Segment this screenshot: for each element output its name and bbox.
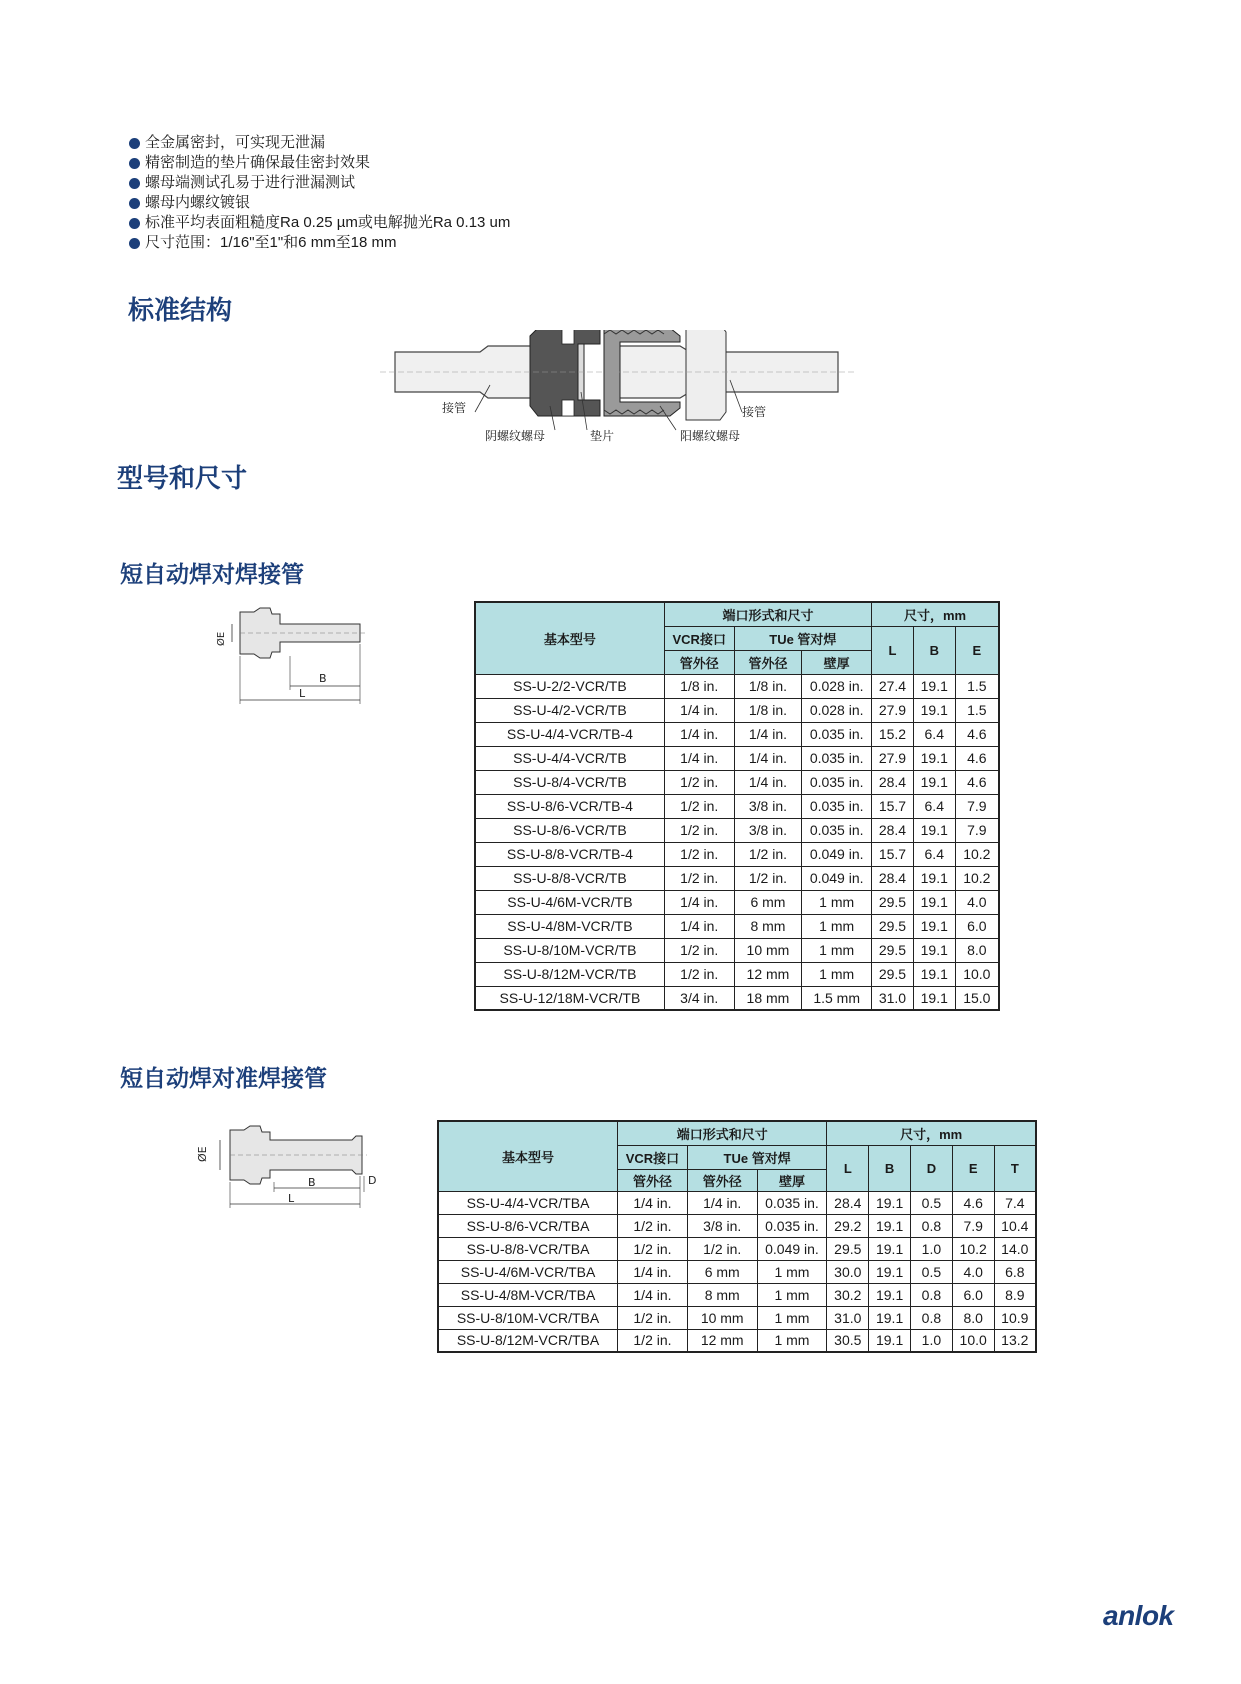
value-cell: 30.5 bbox=[827, 1329, 869, 1352]
value-cell: 1/4 in. bbox=[734, 722, 802, 746]
value-cell: 6.0 bbox=[952, 1283, 994, 1306]
value-cell: 19.1 bbox=[913, 818, 955, 842]
value-cell: 6.0 bbox=[955, 914, 999, 938]
header-e-2: E bbox=[952, 1145, 994, 1191]
value-cell: 1/4 in. bbox=[687, 1191, 757, 1214]
header-od-tube: 管外径 bbox=[734, 650, 802, 674]
value-cell: 1 mm bbox=[757, 1260, 827, 1283]
header-t-2: T bbox=[994, 1145, 1036, 1191]
header-tube-weld-2: TUe 管对焊 bbox=[687, 1145, 827, 1169]
value-cell: 4.6 bbox=[952, 1191, 994, 1214]
value-cell: 19.1 bbox=[913, 770, 955, 794]
value-cell: 0.8 bbox=[911, 1283, 953, 1306]
table-row bbox=[475, 746, 999, 770]
value-cell: 19.1 bbox=[913, 674, 955, 698]
value-cell: 19.1 bbox=[913, 962, 955, 986]
value-cell: 19.1 bbox=[869, 1306, 911, 1329]
value-cell: 1/2 in. bbox=[664, 842, 734, 866]
value-cell: 1/4 in. bbox=[618, 1260, 688, 1283]
value-cell: 0.035 in. bbox=[802, 794, 872, 818]
value-cell: 29.5 bbox=[872, 890, 914, 914]
label-l: L bbox=[299, 687, 306, 700]
value-cell: 10.0 bbox=[952, 1329, 994, 1352]
value-cell: 19.1 bbox=[869, 1260, 911, 1283]
value-cell: 7.4 bbox=[994, 1191, 1036, 1214]
value-cell: 1/4 in. bbox=[734, 746, 802, 770]
value-cell: 1 mm bbox=[757, 1283, 827, 1306]
value-cell: 1.5 bbox=[955, 698, 999, 722]
label-tube-right: 接管 bbox=[742, 405, 767, 419]
value-cell: 10.4 bbox=[994, 1214, 1036, 1237]
value-cell: 8.0 bbox=[952, 1306, 994, 1329]
header-l: L bbox=[872, 626, 914, 674]
value-cell: 14.0 bbox=[994, 1237, 1036, 1260]
value-cell: 29.5 bbox=[872, 914, 914, 938]
model-cell: SS-U-4/4-VCR/TB bbox=[475, 746, 664, 770]
value-cell: 4.6 bbox=[955, 770, 999, 794]
value-cell: 1/2 in. bbox=[618, 1214, 688, 1237]
value-cell: 1/2 in. bbox=[664, 794, 734, 818]
header-od-tube-2: 管外径 bbox=[687, 1169, 757, 1191]
value-cell: 1/2 in. bbox=[618, 1306, 688, 1329]
value-cell: 3/8 in. bbox=[734, 794, 802, 818]
value-cell: 27.9 bbox=[872, 746, 914, 770]
value-cell: 0.8 bbox=[911, 1306, 953, 1329]
header-b-2: B bbox=[869, 1145, 911, 1191]
table-tb bbox=[474, 601, 1000, 1011]
model-cell: SS-U-4/2-VCR/TB bbox=[475, 698, 664, 722]
value-cell: 4.6 bbox=[955, 746, 999, 770]
header-od-vcr: 管外径 bbox=[664, 650, 734, 674]
model-cell: SS-U-4/8M-VCR/TBA bbox=[438, 1283, 618, 1306]
table2-title: 短自动焊对准焊接管 bbox=[120, 1066, 327, 1092]
value-cell: 1/8 in. bbox=[734, 698, 802, 722]
value-cell: 0.5 bbox=[911, 1191, 953, 1214]
value-cell: 0.5 bbox=[911, 1260, 953, 1283]
value-cell: 1/4 in. bbox=[618, 1191, 688, 1214]
section-title-structure: 标准结构 bbox=[128, 296, 233, 326]
header-vcr-2: VCR接口 bbox=[618, 1145, 688, 1169]
value-cell: 10 mm bbox=[687, 1306, 757, 1329]
value-cell: 1 mm bbox=[802, 962, 872, 986]
value-cell: 3/8 in. bbox=[734, 818, 802, 842]
value-cell: 19.1 bbox=[869, 1283, 911, 1306]
label-b: B bbox=[319, 672, 327, 685]
label-tube-left: 接管 bbox=[442, 401, 467, 415]
value-cell: 1/2 in. bbox=[664, 962, 734, 986]
feature-item: 螺母端测试孔易于进行泄漏测试 bbox=[128, 173, 510, 193]
brand-logo: anlok bbox=[1103, 1600, 1174, 1631]
value-cell: 19.1 bbox=[869, 1191, 911, 1214]
value-cell: 7.9 bbox=[955, 818, 999, 842]
table-row bbox=[475, 794, 999, 818]
model-cell: SS-U-4/8M-VCR/TB bbox=[475, 914, 664, 938]
table-row bbox=[475, 698, 999, 722]
model-cell: SS-U-8/12M-VCR/TBA bbox=[438, 1329, 618, 1352]
value-cell: 13.2 bbox=[994, 1329, 1036, 1352]
value-cell: 28.4 bbox=[872, 866, 914, 890]
model-cell: SS-U-8/10M-VCR/TB bbox=[475, 938, 664, 962]
value-cell: 19.1 bbox=[869, 1214, 911, 1237]
table-row bbox=[475, 914, 999, 938]
part-drawing-tb bbox=[210, 600, 370, 710]
table-row bbox=[475, 770, 999, 794]
value-cell: 1/2 in. bbox=[664, 818, 734, 842]
header-d-2: D bbox=[911, 1145, 953, 1191]
value-cell: 1/2 in. bbox=[618, 1237, 688, 1260]
table-row bbox=[475, 986, 999, 1010]
value-cell: 1/2 in. bbox=[618, 1329, 688, 1352]
feature-item: 标准平均表面粗糙度Ra 0.25 µm或电解抛光Ra 0.13 um bbox=[128, 213, 510, 233]
value-cell: 28.4 bbox=[872, 818, 914, 842]
feature-item: 精密制造的垫片确保最佳密封效果 bbox=[128, 153, 510, 173]
model-cell: SS-U-8/6-VCR/TB-4 bbox=[475, 794, 664, 818]
table-row bbox=[475, 890, 999, 914]
value-cell: 1/2 in. bbox=[664, 938, 734, 962]
value-cell: 15.7 bbox=[872, 842, 914, 866]
value-cell: 29.5 bbox=[872, 962, 914, 986]
value-cell: 12 mm bbox=[734, 962, 802, 986]
value-cell: 1/4 in. bbox=[664, 698, 734, 722]
value-cell: 10.2 bbox=[955, 866, 999, 890]
value-cell: 1 mm bbox=[802, 938, 872, 962]
value-cell: 0.049 in. bbox=[757, 1237, 827, 1260]
section-title-models: 型号和尺寸 bbox=[117, 464, 248, 494]
value-cell: 1 mm bbox=[757, 1306, 827, 1329]
value-cell: 0.049 in. bbox=[802, 866, 872, 890]
value-cell: 19.1 bbox=[913, 698, 955, 722]
value-cell: 28.4 bbox=[827, 1191, 869, 1214]
value-cell: 29.2 bbox=[827, 1214, 869, 1237]
model-cell: SS-U-8/4-VCR/TB bbox=[475, 770, 664, 794]
value-cell: 6.4 bbox=[913, 842, 955, 866]
value-cell: 0.049 in. bbox=[802, 842, 872, 866]
value-cell: 19.1 bbox=[913, 938, 955, 962]
feature-item: 全金属密封，可实现无泄漏 bbox=[128, 133, 510, 153]
value-cell: 4.6 bbox=[955, 722, 999, 746]
value-cell: 1 mm bbox=[802, 890, 872, 914]
value-cell: 8.9 bbox=[994, 1283, 1036, 1306]
model-cell: SS-U-8/8-VCR/TBA bbox=[438, 1237, 618, 1260]
table-row bbox=[475, 842, 999, 866]
header-wall-2: 壁厚 bbox=[757, 1169, 827, 1191]
value-cell: 0.035 in. bbox=[802, 746, 872, 770]
table-row bbox=[475, 962, 999, 986]
label-dia-e-2: ØE bbox=[196, 1146, 209, 1162]
header-dimensions-2: 尺寸，mm bbox=[827, 1121, 1036, 1145]
label-l-2: L bbox=[288, 1192, 295, 1205]
model-cell: SS-U-8/8-VCR/TB-4 bbox=[475, 842, 664, 866]
label-male-nut: 阳螺纹螺母 bbox=[680, 429, 741, 443]
value-cell: 19.1 bbox=[913, 866, 955, 890]
value-cell: 19.1 bbox=[869, 1237, 911, 1260]
header-e: E bbox=[955, 626, 999, 674]
value-cell: 0.028 in. bbox=[802, 698, 872, 722]
value-cell: 6.4 bbox=[913, 722, 955, 746]
value-cell: 1/2 in. bbox=[687, 1237, 757, 1260]
model-cell: SS-U-8/12M-VCR/TB bbox=[475, 962, 664, 986]
feature-item: 螺母内螺纹镀银 bbox=[128, 193, 510, 213]
label-dia-e: ØE bbox=[216, 631, 227, 646]
value-cell: 1.5 mm bbox=[802, 986, 872, 1010]
value-cell: 4.0 bbox=[952, 1260, 994, 1283]
value-cell: 10.0 bbox=[955, 962, 999, 986]
value-cell: 1/2 in. bbox=[734, 866, 802, 890]
header-port-form: 端口形式和尺寸 bbox=[664, 602, 871, 626]
label-b-2: B bbox=[308, 1176, 316, 1189]
value-cell: 1/4 in. bbox=[734, 770, 802, 794]
value-cell: 8 mm bbox=[687, 1283, 757, 1306]
header-wall: 壁厚 bbox=[802, 650, 872, 674]
header-dimensions: 尺寸，mm bbox=[872, 602, 999, 626]
value-cell: 19.1 bbox=[913, 746, 955, 770]
label-gasket: 垫片 bbox=[590, 429, 615, 443]
structure-diagram bbox=[380, 330, 860, 480]
value-cell: 0.035 in. bbox=[802, 770, 872, 794]
value-cell: 1/2 in. bbox=[664, 770, 734, 794]
value-cell: 8 mm bbox=[734, 914, 802, 938]
table-row bbox=[438, 1329, 1036, 1352]
value-cell: 1/2 in. bbox=[664, 866, 734, 890]
feature-list bbox=[128, 133, 510, 253]
value-cell: 27.9 bbox=[872, 698, 914, 722]
header-tube-weld: TUe 管对焊 bbox=[734, 626, 871, 650]
value-cell: 19.1 bbox=[913, 986, 955, 1010]
table-row bbox=[438, 1237, 1036, 1260]
value-cell: 0.035 in. bbox=[757, 1191, 827, 1214]
model-cell: SS-U-4/4-VCR/TB-4 bbox=[475, 722, 664, 746]
model-cell: SS-U-4/6M-VCR/TB bbox=[475, 890, 664, 914]
value-cell: 4.0 bbox=[955, 890, 999, 914]
value-cell: 0.035 in. bbox=[802, 818, 872, 842]
value-cell: 1/2 in. bbox=[734, 842, 802, 866]
table1-title: 短自动焊对焊接管 bbox=[120, 562, 304, 588]
value-cell: 1 mm bbox=[802, 914, 872, 938]
value-cell: 6 mm bbox=[734, 890, 802, 914]
value-cell: 1/4 in. bbox=[664, 746, 734, 770]
value-cell: 10 mm bbox=[734, 938, 802, 962]
model-cell: SS-U-8/10M-VCR/TBA bbox=[438, 1306, 618, 1329]
table-row bbox=[475, 818, 999, 842]
header-port-form-2: 端口形式和尺寸 bbox=[618, 1121, 827, 1145]
header-b: B bbox=[913, 626, 955, 674]
value-cell: 31.0 bbox=[872, 986, 914, 1010]
value-cell: 7.9 bbox=[952, 1214, 994, 1237]
model-cell: SS-U-4/6M-VCR/TBA bbox=[438, 1260, 618, 1283]
value-cell: 31.0 bbox=[827, 1306, 869, 1329]
value-cell: 6 mm bbox=[687, 1260, 757, 1283]
value-cell: 19.1 bbox=[869, 1329, 911, 1352]
value-cell: 29.5 bbox=[872, 938, 914, 962]
value-cell: 1 mm bbox=[757, 1329, 827, 1352]
value-cell: 29.5 bbox=[827, 1237, 869, 1260]
table-row bbox=[475, 674, 999, 698]
header-vcr: VCR接口 bbox=[664, 626, 734, 650]
value-cell: 30.2 bbox=[827, 1283, 869, 1306]
value-cell: 0.035 in. bbox=[757, 1214, 827, 1237]
table-row bbox=[475, 938, 999, 962]
model-cell: SS-U-12/18M-VCR/TB bbox=[475, 986, 664, 1010]
table-row bbox=[475, 722, 999, 746]
label-d-2: D bbox=[368, 1174, 377, 1187]
value-cell: 15.7 bbox=[872, 794, 914, 818]
value-cell: 0.028 in. bbox=[802, 674, 872, 698]
value-cell: 1/8 in. bbox=[664, 674, 734, 698]
value-cell: 1/4 in. bbox=[618, 1283, 688, 1306]
model-cell: SS-U-2/2-VCR/TB bbox=[475, 674, 664, 698]
value-cell: 15.0 bbox=[955, 986, 999, 1010]
value-cell: 1.0 bbox=[911, 1329, 953, 1352]
value-cell: 1/4 in. bbox=[664, 914, 734, 938]
value-cell: 6.4 bbox=[913, 794, 955, 818]
value-cell: 1.0 bbox=[911, 1237, 953, 1260]
part-drawing-tba bbox=[192, 1122, 392, 1212]
table-row bbox=[438, 1306, 1036, 1329]
table-row bbox=[475, 866, 999, 890]
feature-item: 尺寸范围：1/16"至1"和6 mm至18 mm bbox=[128, 233, 510, 253]
value-cell: 15.2 bbox=[872, 722, 914, 746]
value-cell: 3/4 in. bbox=[664, 986, 734, 1010]
header-base-model: 基本型号 bbox=[475, 602, 664, 674]
value-cell: 12 mm bbox=[687, 1329, 757, 1352]
value-cell: 0.035 in. bbox=[802, 722, 872, 746]
value-cell: 0.8 bbox=[911, 1214, 953, 1237]
value-cell: 10.2 bbox=[952, 1237, 994, 1260]
value-cell: 1/4 in. bbox=[664, 722, 734, 746]
label-female-nut: 阴螺纹螺母 bbox=[485, 429, 546, 443]
header-od-vcr-2: 管外径 bbox=[618, 1169, 688, 1191]
value-cell: 1/8 in. bbox=[734, 674, 802, 698]
value-cell: 1/4 in. bbox=[664, 890, 734, 914]
table-row bbox=[438, 1191, 1036, 1214]
model-cell: SS-U-8/6-VCR/TB bbox=[475, 818, 664, 842]
value-cell: 19.1 bbox=[913, 914, 955, 938]
header-l-2: L bbox=[827, 1145, 869, 1191]
model-cell: SS-U-8/6-VCR/TBA bbox=[438, 1214, 618, 1237]
value-cell: 7.9 bbox=[955, 794, 999, 818]
header-base-model-2: 基本型号 bbox=[438, 1121, 618, 1191]
value-cell: 3/8 in. bbox=[687, 1214, 757, 1237]
table-row bbox=[438, 1260, 1036, 1283]
value-cell: 27.4 bbox=[872, 674, 914, 698]
table-tba bbox=[437, 1120, 1037, 1353]
value-cell: 8.0 bbox=[955, 938, 999, 962]
value-cell: 30.0 bbox=[827, 1260, 869, 1283]
value-cell: 10.2 bbox=[955, 842, 999, 866]
model-cell: SS-U-8/8-VCR/TB bbox=[475, 866, 664, 890]
model-cell: SS-U-4/4-VCR/TBA bbox=[438, 1191, 618, 1214]
value-cell: 19.1 bbox=[913, 890, 955, 914]
table-row bbox=[438, 1283, 1036, 1306]
value-cell: 28.4 bbox=[872, 770, 914, 794]
value-cell: 6.8 bbox=[994, 1260, 1036, 1283]
value-cell: 18 mm bbox=[734, 986, 802, 1010]
value-cell: 10.9 bbox=[994, 1306, 1036, 1329]
value-cell: 1.5 bbox=[955, 674, 999, 698]
table-row bbox=[438, 1214, 1036, 1237]
